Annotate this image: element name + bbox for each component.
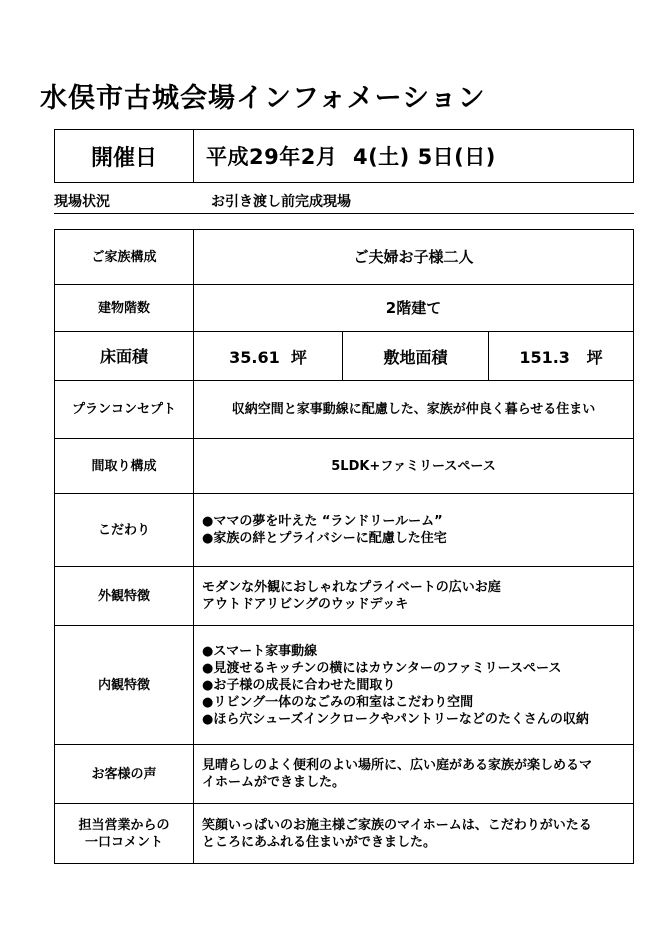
date-value: 平成29年2月 4(土) 5日(日) bbox=[206, 145, 496, 169]
row-concept bbox=[55, 381, 633, 439]
family-label: ご家族構成 bbox=[55, 230, 194, 284]
layout-label: 間取り構成 bbox=[55, 439, 194, 493]
event-date-box bbox=[54, 129, 634, 183]
voice-line: イホームができました。 bbox=[202, 775, 346, 790]
row-exterior bbox=[55, 567, 633, 626]
concept-label: プランコンセプト bbox=[55, 381, 194, 438]
family-value: ご夫婦お子様二人 bbox=[353, 247, 474, 266]
status-label: 現場状況 bbox=[54, 194, 110, 210]
floors-label: 建物階数 bbox=[55, 285, 194, 331]
status-value: お引き渡し前完成現場 bbox=[211, 194, 351, 210]
voice-line: 見晴らしのよく便利のよい場所に、広い庭がある家族が楽しめるマ bbox=[202, 758, 593, 773]
site-area-value: 151.3 坪 bbox=[519, 347, 603, 367]
kodawari-label: こだわり bbox=[55, 494, 194, 566]
site-status bbox=[54, 185, 634, 214]
page-title: 水俣市古城会場インフォメーション bbox=[40, 83, 486, 114]
comment-value bbox=[194, 804, 633, 863]
concept-value: 収納空間と家事動線に配慮した、家族が仲良く暮らせる住まい bbox=[231, 402, 596, 417]
row-area bbox=[55, 332, 633, 381]
row-family bbox=[55, 230, 633, 285]
interior-line: ●お子様の成長に合わせた間取り bbox=[202, 677, 396, 693]
info-table bbox=[54, 229, 634, 864]
interior-label: 内観特徴 bbox=[55, 626, 194, 744]
floor-area-label: 床面積 bbox=[55, 332, 194, 380]
row-layout bbox=[55, 439, 633, 494]
kodawari-line: ●ママの夢を叶えた “ランドリールーム” bbox=[202, 514, 443, 529]
voice-value bbox=[194, 745, 633, 803]
row-voice bbox=[55, 745, 633, 804]
interior-line: ●リビング一体のなごみの和室はこだわり空間 bbox=[202, 694, 474, 710]
exterior-line: モダンな外観におしゃれなプライベートの広いお庭 bbox=[202, 580, 501, 595]
row-floors bbox=[55, 285, 633, 332]
exterior-value bbox=[194, 567, 633, 625]
floor-area-value: 35.61 坪 bbox=[194, 332, 343, 380]
voice-label: お客様の声 bbox=[55, 745, 194, 803]
kodawari-value bbox=[194, 494, 633, 566]
row-interior bbox=[55, 626, 633, 745]
row-comment bbox=[55, 804, 633, 863]
interior-value bbox=[194, 626, 633, 744]
comment-label-line: 担当営業からの bbox=[78, 817, 170, 833]
layout-value: 5LDK+ファミリースペース bbox=[331, 458, 496, 474]
exterior-line: アウトドアリビングのウッドデッキ bbox=[202, 597, 409, 612]
comment-label bbox=[55, 804, 194, 863]
row-kodawari bbox=[55, 494, 633, 567]
date-label: 開催日 bbox=[55, 130, 194, 182]
exterior-label: 外観特徴 bbox=[55, 567, 194, 625]
comment-label-line: 一口コメント bbox=[84, 834, 163, 850]
comment-line: 笑顔いっぱいのお施主様ご家族のマイホームは、こだわりがいたる bbox=[202, 817, 592, 833]
interior-line: ●スマート家事動線 bbox=[202, 643, 318, 659]
site-area-label: 敷地面積 bbox=[343, 332, 489, 380]
floors-value: 2階建て bbox=[385, 298, 442, 317]
kodawari-line: ●家族の絆とプライバシーに配慮した住宅 bbox=[202, 531, 447, 546]
interior-line: ●ほら穴シューズインクロークやパントリーなどのたくさんの収納 bbox=[202, 711, 589, 727]
interior-line: ●見渡せるキッチンの横にはカウンターのファミリースペース bbox=[202, 660, 562, 676]
comment-line: ところにあふれる住まいができました。 bbox=[202, 834, 437, 850]
